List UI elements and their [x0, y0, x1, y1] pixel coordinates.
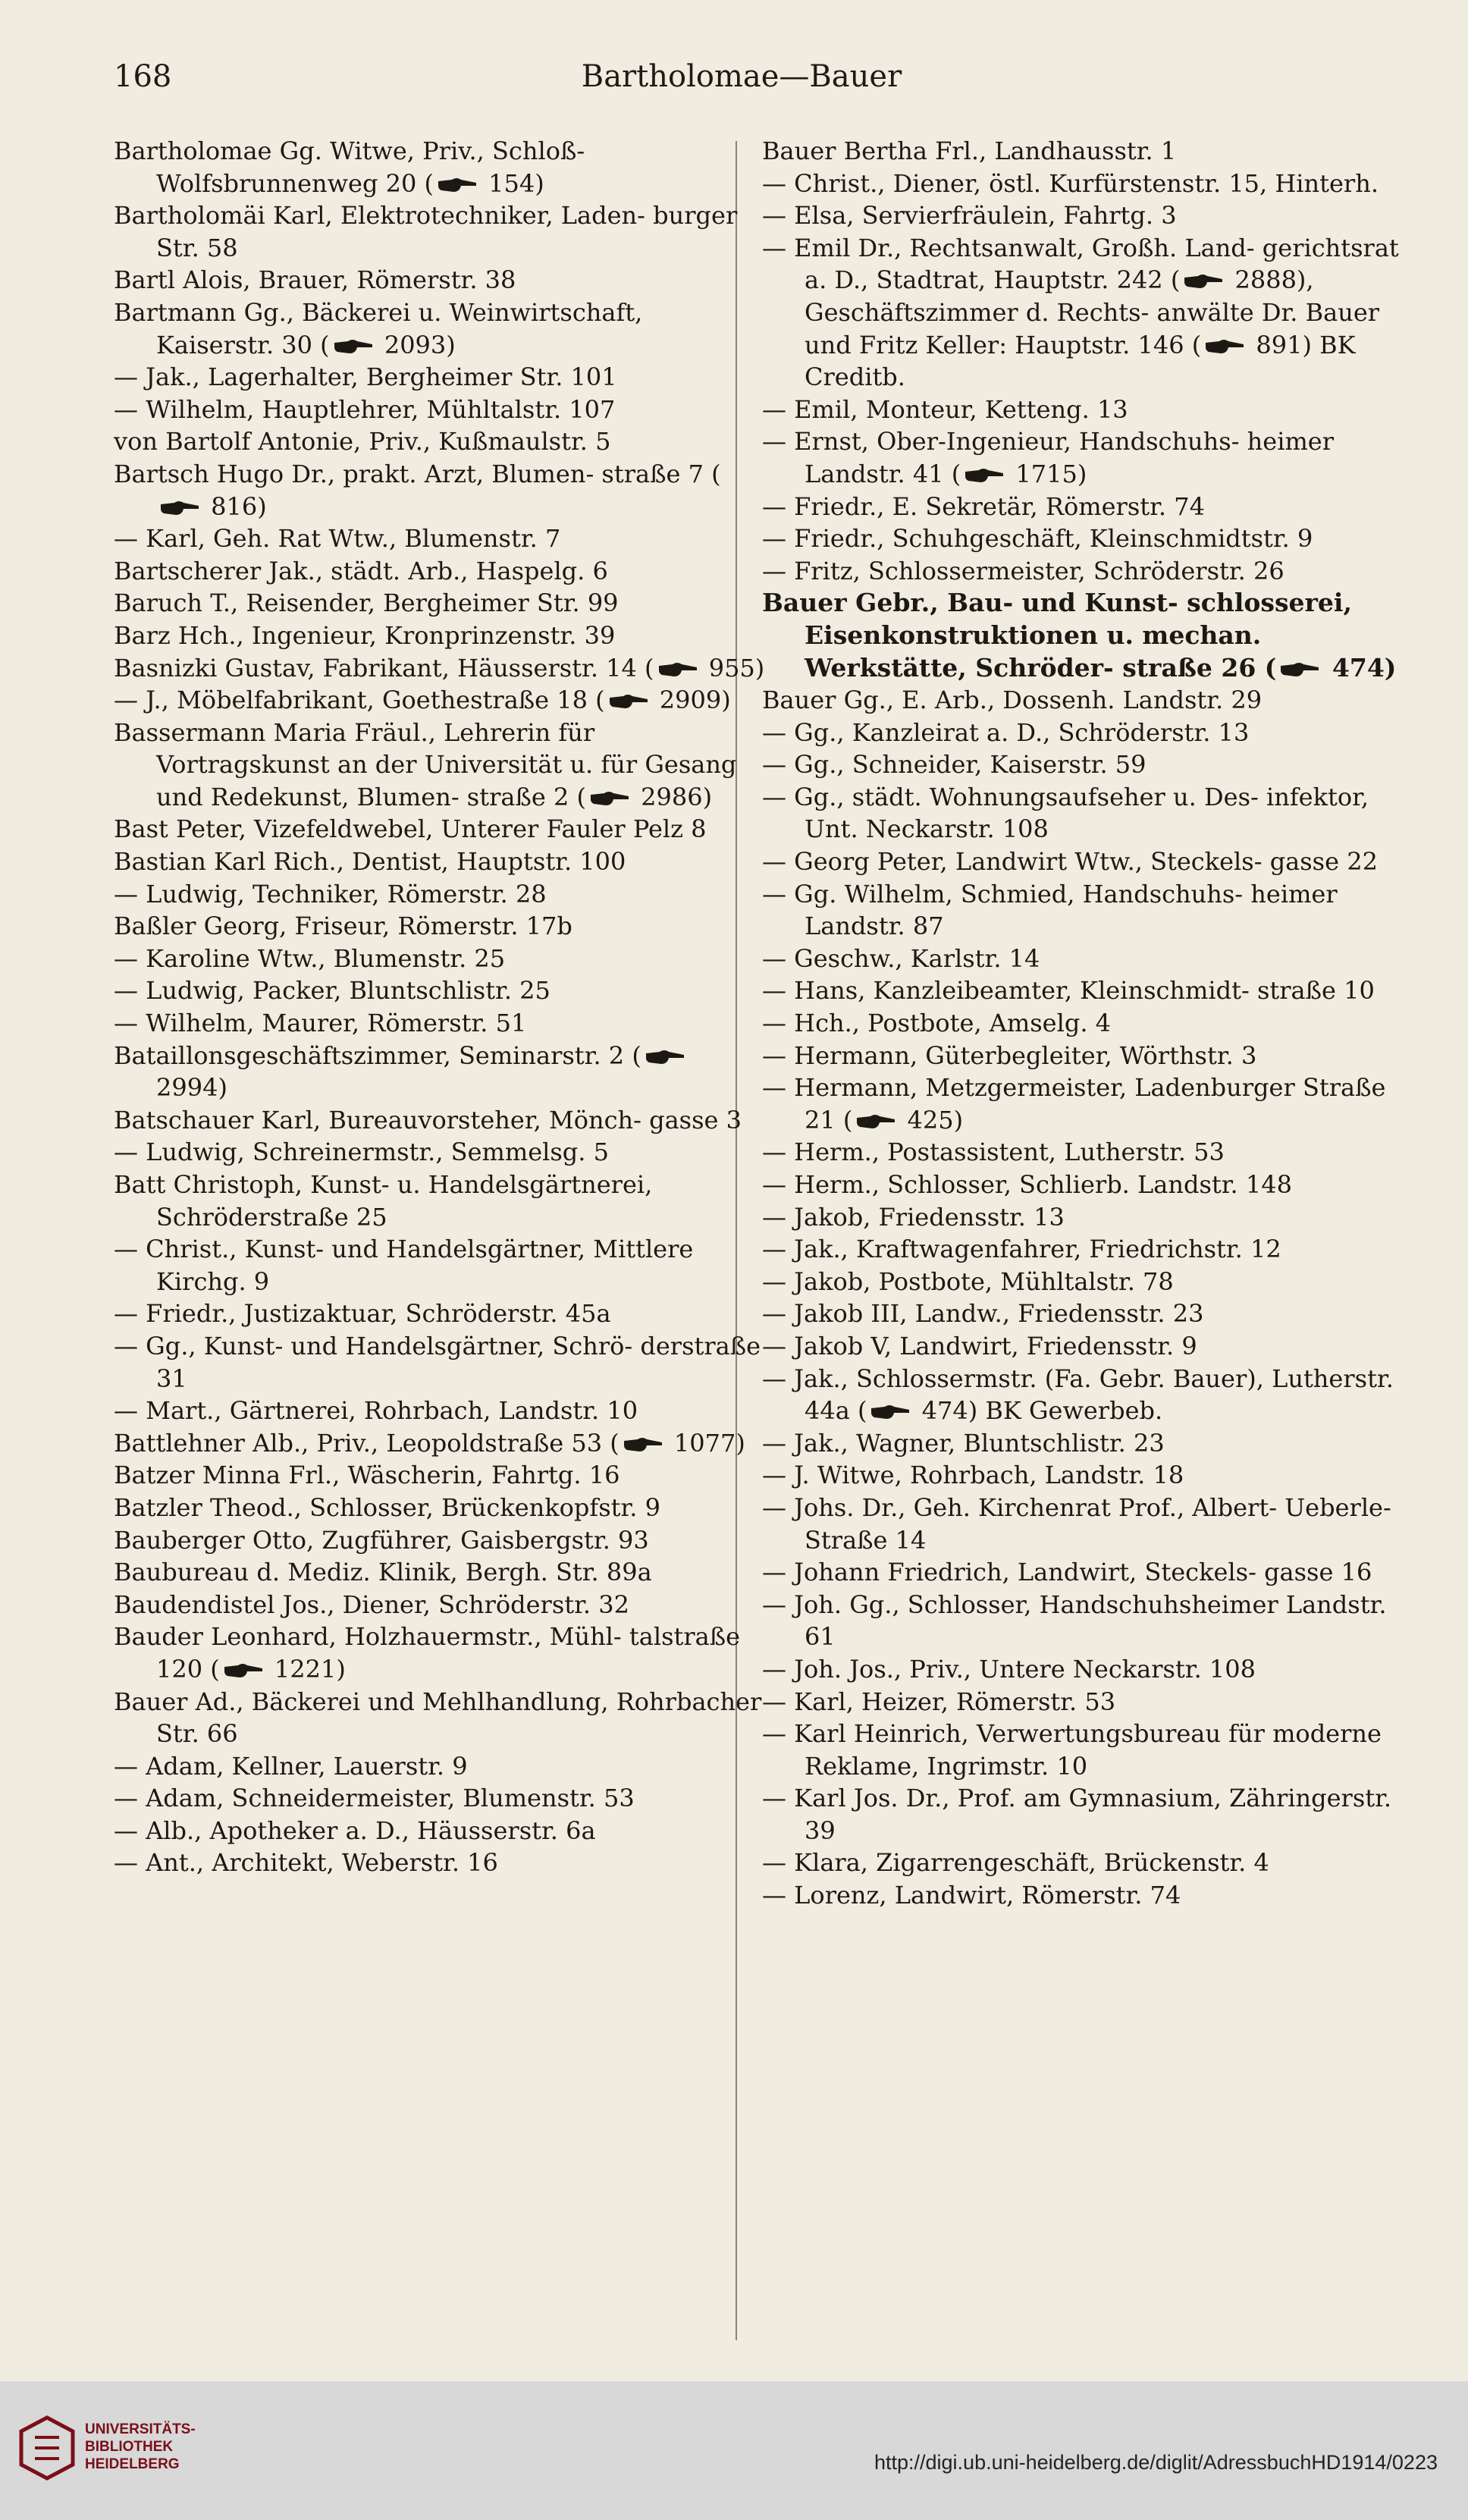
telephone-hand-icon — [1183, 271, 1224, 291]
directory-entry: — Johs. Dr., Geh. Kirchenrat Prof., Albert- Ueberle-Straße 14 — [762, 1492, 1391, 1555]
telephone-hand-icon — [608, 692, 649, 711]
directory-entry: — Gg., Schneider, Kaiserstr. 59 — [762, 750, 1146, 780]
directory-entry: Bataillonsgeschäftszimmer, Seminarstr. 2 ( 2994) — [114, 1040, 766, 1104]
telephone-hand-icon — [1279, 660, 1320, 679]
directory-entry: — Jakob, Friedensstr. 13 — [762, 1202, 1065, 1232]
page-number: 168 — [114, 59, 172, 94]
directory-entry: — Ludwig, Techniker, Römerstr. 28 — [114, 879, 547, 909]
running-header — [114, 59, 1369, 105]
directory-entry: — Karl, Heizer, Römerstr. 53 — [762, 1687, 1116, 1716]
directory-entry: — Adam, Schneidermeister, Blumenstr. 53 — [114, 1784, 635, 1813]
telephone-hand-icon — [437, 175, 478, 195]
directory-entry: Battlehner Alb., Priv., Leopoldstraße 53 ( 1077) — [114, 1428, 745, 1458]
directory-entry: — Christ., Kunst- und Handelsgärtner, Mittlere Kirchg. 9 — [114, 1235, 694, 1296]
directory-entry: Batzler Theod., Schlosser, Brückenkopfstr. 9 — [114, 1492, 660, 1522]
telephone-hand-icon — [223, 1661, 264, 1681]
directory-entry: Baruch T., Reisender, Bergheimer Str. 99 — [114, 588, 619, 618]
directory-entry: Bast Peter, Vizefeldwebel, Unterer Fauler Pelz 8 — [114, 814, 707, 844]
directory-entry: — Fritz, Schlossermeister, Schröderstr. 26 — [762, 556, 1284, 585]
directory-entry: — J., Möbelfabrikant, Goethestraße 18 ( 2909) — [114, 686, 731, 715]
directory-entry: — Gg. Wilhelm, Schmied, Handschuhs- heimer Landstr. 87 — [762, 879, 1338, 941]
directory-entry: Batschauer Karl, Bureauvorsteher, Mönch- gasse 3 — [114, 1105, 742, 1134]
directory-entry: — Hermann, Metzgermeister, Ladenburger Straße 21 ( 425) — [762, 1073, 1386, 1134]
source-url-link[interactable]: http://digi.ub.uni-heidelberg.de/diglit/AdressbuchHD1914/0223 — [874, 2451, 1438, 2474]
directory-entry: Bauer Gebr., Bau- und Kunst- schlosserei, Eisenkonstruktionen u. mechan. Werkstätte, Schröder- straße 26 ( 474) — [762, 588, 1397, 683]
directory-entry: — Gg., Kanzleirat a. D., Schröderstr. 13 — [762, 717, 1250, 747]
directory-entry: Bartsch Hugo Dr., prakt. Arzt, Blumen- straße 7 ( 816) — [114, 459, 721, 521]
page-title: Bartholomae—Bauer — [581, 59, 902, 94]
directory-entry: — Elsa, Servierfräulein, Fahrtg. 3 — [762, 201, 1177, 231]
left-column — [114, 135, 766, 1879]
directory-entry: — Ludwig, Packer, Bluntschlistr. 25 — [114, 976, 550, 1006]
directory-entry: — Emil Dr., Rechtsanwalt, Großh. Land- gerichtsrat a. D., Stadtrat, Hauptstr. 242 ( 2888), Geschäftszimmer d. Rechts- anwälte Dr. Bauer und Fritz Keller: Hauptstr. 146 ( 891) BK Creditb. — [762, 233, 1399, 392]
directory-entry: — Herm., Schlosser, Schlierb. Landstr. 148 — [762, 1170, 1292, 1199]
directory-entry: — Mart., Gärtnerei, Rohrbach, Landstr. 10 — [114, 1396, 638, 1426]
directory-entry: — Jakob III, Landw., Friedensstr. 23 — [762, 1299, 1204, 1329]
telephone-hand-icon — [333, 337, 374, 356]
directory-entry: Bartholomäi Karl, Elektrotechniker, Laden- burger Str. 58 — [114, 201, 738, 262]
directory-entry: — Lorenz, Landwirt, Römerstr. 74 — [762, 1881, 1181, 1910]
directory-entry: Basnizki Gustav, Fabrikant, Häusserstr. 14 ( 955) — [114, 653, 765, 683]
directory-entry: — Jak., Kraftwagenfahrer, Friedrichstr. 12 — [762, 1235, 1281, 1264]
directory-entry: — Klara, Zigarrengeschäft, Brückenstr. 4 — [762, 1848, 1269, 1878]
directory-entry: Bartmann Gg., Bäckerei u. Weinwirtschaft, Kaiserstr. 30 ( 2093) — [114, 297, 643, 359]
directory-entry: — Georg Peter, Landwirt Wtw., Steckels- gasse 22 — [762, 847, 1378, 877]
directory-entry: Baßler Georg, Friseur, Römerstr. 17b — [114, 912, 572, 941]
directory-entry: — Karl Heinrich, Verwertungsbureau für moderne Reklame, Ingrimstr. 10 — [762, 1719, 1382, 1781]
footer-bar — [0, 2381, 1468, 2520]
directory-entry: — Herm., Postassistent, Lutherstr. 53 — [762, 1138, 1225, 1167]
directory-entry: — Jakob V, Landwirt, Friedensstr. 9 — [762, 1331, 1197, 1360]
logo-line: BIBLIOTHEK — [85, 2439, 174, 2455]
directory-entry: Batt Christoph, Kunst- u. Handelsgärtnerei, Schröderstraße 25 — [114, 1170, 653, 1232]
directory-entry: — Hans, Kanzleibeamter, Kleinschmidt- straße 10 — [762, 976, 1375, 1006]
directory-entry: Baudendistel Jos., Diener, Schröderstr. 32 — [114, 1590, 629, 1619]
directory-entry: von Bartolf Antonie, Priv., Kußmaulstr. 5 — [114, 427, 611, 457]
directory-entry: — Friedr., E. Sekretär, Römerstr. 74 — [762, 491, 1205, 521]
directory-entry: — Jak., Lagerhalter, Bergheimer Str. 101 — [114, 362, 617, 392]
telephone-hand-icon — [589, 789, 630, 808]
directory-entry: — Alb., Apotheker a. D., Häusserstr. 6a — [114, 1815, 596, 1845]
telephone-hand-icon — [855, 1112, 896, 1131]
directory-entry: — Ant., Architekt, Weberstr. 16 — [114, 1848, 498, 1878]
directory-entry: — Hch., Postbote, Amselg. 4 — [762, 1009, 1112, 1038]
directory-entry: Bauer Gg., E. Arb., Dossenh. Landstr. 29 — [762, 686, 1263, 715]
directory-entry: Bauer Ad., Bäckerei und Mehlhandlung, Rohrbacher Str. 66 — [114, 1687, 762, 1749]
telephone-hand-icon — [1204, 337, 1245, 356]
directory-entry: — J. Witwe, Rohrbach, Landstr. 18 — [762, 1461, 1184, 1490]
directory-entry: — Gg., städt. Wohnungsaufseher u. Des- infektor, Unt. Neckarstr. 108 — [762, 782, 1369, 844]
directory-entry: — Geschw., Karlstr. 14 — [762, 943, 1040, 973]
directory-entry: Bassermann Maria Fräul., Lehrerin für Vortragskunst an der Universität u. für Gesang und Redekunst, Blumen- straße 2 ( 2986) — [114, 717, 737, 811]
directory-entry: — Karoline Wtw., Blumenstr. 25 — [114, 943, 506, 973]
logo-line: UNIVERSITÄTS- — [85, 2421, 196, 2437]
right-column — [762, 135, 1414, 1912]
logo-line: HEIDELBERG — [85, 2456, 180, 2472]
directory-entry: — Jakob, Postbote, Mühltalstr. 78 — [762, 1266, 1174, 1296]
directory-entry: Batzer Minna Frl., Wäscherin, Fahrtg. 16 — [114, 1461, 620, 1490]
telephone-hand-icon — [159, 498, 200, 518]
library-logo-text — [85, 2421, 196, 2473]
telephone-hand-icon — [623, 1435, 663, 1455]
directory-entry: Barz Hch., Ingenieur, Kronprinzenstr. 39 — [114, 620, 616, 650]
directory-entry: — Emil, Monteur, Ketteng. 13 — [762, 394, 1128, 424]
directory-entry: — Joh. Jos., Priv., Untere Neckarstr. 108 — [762, 1654, 1256, 1684]
telephone-hand-icon — [964, 466, 1005, 485]
directory-entry: — Friedr., Schuhgeschäft, Kleinschmidtstr. 9 — [762, 524, 1313, 554]
directory-entry: Bartholomae Gg. Witwe, Priv., Schloß- Wolfsbrunnenweg 20 ( 154) — [114, 137, 585, 198]
telephone-hand-icon — [645, 1047, 685, 1067]
directory-entry: Bauer Bertha Frl., Landhausstr. 1 — [762, 137, 1177, 165]
directory-entry: — Ernst, Ober-Ingenieur, Handschuhs- heimer Landstr. 41 ( 1715) — [762, 427, 1335, 488]
directory-entry: — Ludwig, Schreinermstr., Semmelsg. 5 — [114, 1138, 609, 1167]
directory-entry: — Friedr., Justizaktuar, Schröderstr. 45a — [114, 1299, 611, 1329]
directory-entry: Bartl Alois, Brauer, Römerstr. 38 — [114, 265, 516, 295]
directory-entry: — Karl, Geh. Rat Wtw., Blumenstr. 7 — [114, 524, 561, 554]
directory-entry: Baubureau d. Mediz. Klinik, Bergh. Str. 89a — [114, 1558, 652, 1587]
directory-entry: — Adam, Kellner, Lauerstr. 9 — [114, 1751, 468, 1781]
directory-entry: — Hermann, Güterbegleiter, Wörthstr. 3 — [762, 1040, 1257, 1070]
telephone-hand-icon — [657, 660, 698, 679]
telephone-hand-icon — [870, 1402, 911, 1422]
university-seal-icon — [17, 2415, 77, 2481]
directory-entry: Bartscherer Jak., städt. Arb., Haspelg. 6 — [114, 556, 608, 585]
directory-entry: — Karl Jos. Dr., Prof. am Gymnasium, Zähringerstr. 39 — [762, 1784, 1392, 1845]
directory-entry: Bauder Leonhard, Holzhauermstr., Mühl- talstraße 120 ( 1221) — [114, 1622, 741, 1684]
directory-entry: — Jak., Schlossermstr. (Fa. Gebr. Bauer), Lutherstr. 44a ( 474) BK Gewerbeb. — [762, 1364, 1394, 1426]
directory-entry: — Wilhelm, Hauptlehrer, Mühltalstr. 107 — [114, 394, 616, 424]
directory-entry: — Wilhelm, Maurer, Römerstr. 51 — [114, 1009, 527, 1038]
directory-entry: — Joh. Gg., Schlosser, Handschuhsheimer Landstr. 61 — [762, 1590, 1387, 1652]
directory-entry: Bastian Karl Rich., Dentist, Hauptstr. 100 — [114, 847, 626, 877]
directory-entry: — Johann Friedrich, Landwirt, Steckels- gasse 16 — [762, 1558, 1372, 1587]
directory-entry: — Jak., Wagner, Bluntschlistr. 23 — [762, 1428, 1165, 1458]
directory-entry: Bauberger Otto, Zugführer, Gaisbergstr. 93 — [114, 1525, 649, 1555]
directory-entry: — Christ., Diener, östl. Kurfürstenstr. 15, Hinterh. — [762, 168, 1379, 198]
directory-entry: — Gg., Kunst- und Handelsgärtner, Schrö- derstraße 31 — [114, 1331, 761, 1393]
